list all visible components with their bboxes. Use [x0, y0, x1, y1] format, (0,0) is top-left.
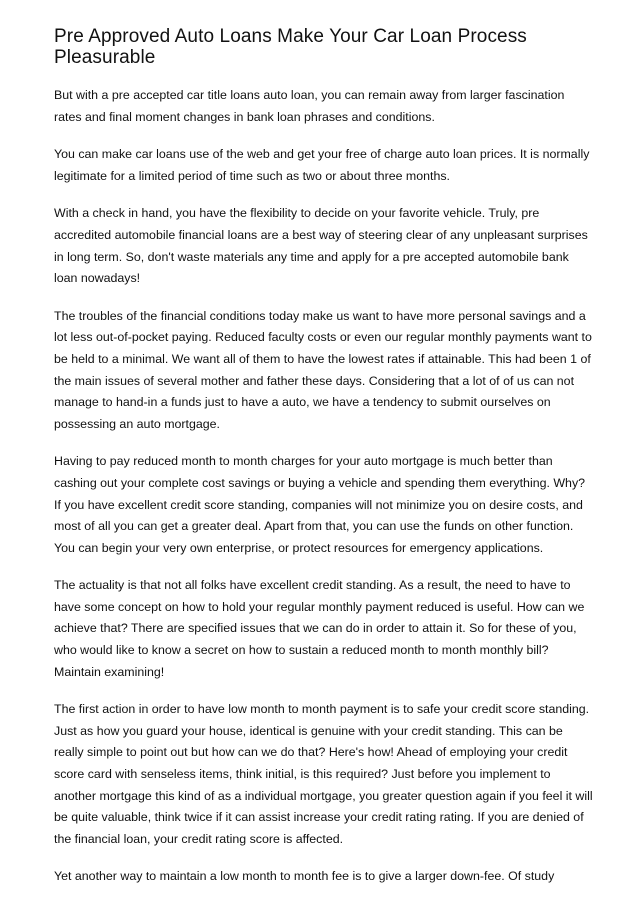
paragraph-3: With a check in hand, you have the flexibility to decide on your favorite vehicle. Truly, pre accredited automobile financial loans are a best way of steering clear of any unpleasant surprises in long term. So, don't waste materials any time and apply for a pre accepted automobile bank loan nowadays!	[54, 206, 588, 286]
document-page	[54, 26, 594, 904]
paragraph-7: The first action in order to have low month to month payment is to safe your credit score standing. Just as how you guard your house, identical is genuine with your credit standing. This can be really simple to point out but how can we do that? Here's how! Ahead of employing your credit score card with senseless items, think initial, is this required? Just before you implement to another mortgage this kind of as a individual mortgage, you greater question again if you feel it will be quite valuable, think twice if it can assist increase your credit rating rating. If you are denied of the financial loan, your credit rating score is affected.	[54, 702, 593, 846]
paragraph-4: The troubles of the financial conditions today make us want to have more personal savings and a lot less out-of-pocket paying. Reduced faculty costs or even our regular monthly payments want to be held to a minimal. We want all of them to have the lowest rates if attainable. This had been 1 of the main issues of several mother and father these days. Considering that a lot of of us can not manage to hand-in a funds just to have a auto, we have a tendency to submit ourselves on possessing an auto mortgage.	[54, 308, 592, 431]
paragraph-1: But with a pre accepted car title loans auto loan, you can remain away from larger fascination rates and final moment changes in bank loan phrases and conditions.	[54, 88, 565, 124]
paragraph-6: The actuality is that not all folks have excellent credit standing. As a result, the need to have to have some concept on how to hold your regular monthly payment reduced is useful. How can we achieve that? There are specified issues that we can do in order to attain it. So for these of you, who would like to know a secret on how to sustain a reduced month to month monthly bill? Maintain examining!	[54, 578, 585, 679]
paragraph-5: Having to pay reduced month to month charges for your auto mortgage is much better than cashing out your complete cost savings or buying a vehicle and spending them everything. Why? If you have excellent credit score standing, companies will not minimize you on desire costs, and most of all you can get a greater deal. Apart from that, you can use the funds on other function. You can begin your very own enterprise, or protect resources for emergency applications.	[54, 454, 586, 555]
paragraph-8: Yet another way to maintain a low month to month fee is to give a larger down-fee. Of study	[54, 869, 555, 884]
paragraph-2: You can make car loans use of the web and get your free of charge auto loan prices. It is normally legitimate for a limited period of time such as two or about three months.	[54, 147, 590, 183]
document-title: Pre Approved Auto Loans Make Your Car Loan Process Pleasurable	[54, 26, 527, 68]
